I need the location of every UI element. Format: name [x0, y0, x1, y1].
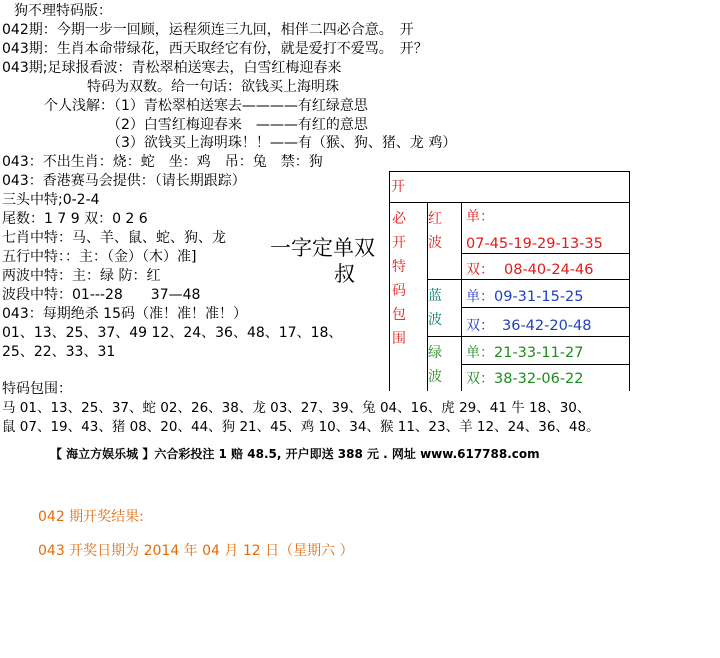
table-border	[461, 253, 630, 254]
table-border	[389, 171, 630, 172]
text-line: 马 01、13、25、37、蛇 02、26、38、龙 03、27、39、兔 04、16、虎 29、41 牛 18、30、	[2, 400, 591, 416]
green-wave-label: 绿波	[428, 345, 442, 385]
table-border	[427, 336, 630, 337]
table-border	[461, 307, 630, 308]
green-single-label: 单：	[466, 345, 494, 361]
table-border	[461, 202, 462, 391]
table-border	[389, 202, 630, 203]
text-line: 三头中特;0-2-4	[2, 192, 100, 208]
table-border	[427, 279, 630, 280]
red-double-label: 双：	[466, 262, 494, 278]
text-line: 五行中特：：主：（金）（木）准]	[2, 249, 197, 265]
doc-title: 狗不理特码版：	[14, 3, 112, 19]
table-border	[461, 364, 630, 365]
blue-double-nums: 36-42-20-48	[502, 318, 592, 334]
table-border	[629, 171, 630, 391]
text-line: 特码为双数。给一句话：欲钱买上海明珠	[87, 79, 339, 95]
table-header: 开	[391, 179, 405, 195]
special-code-table	[389, 171, 630, 391]
text-line: 两波中特：主：绿 防：红	[2, 268, 161, 284]
text-line: 043：香港赛马会提供：（请长期跟踪）	[2, 173, 246, 189]
blue-single-nums: 09-31-15-25	[494, 289, 584, 305]
center-title-2: 叔	[334, 262, 355, 286]
blue-double-label: 双：	[466, 318, 494, 334]
text-line: （3）欲钱买上海明珠！！——有（猴、狗、猪、龙 鸡）	[107, 135, 457, 151]
blue-single-label: 单：	[466, 289, 494, 305]
red-wave-label: 红波	[428, 211, 442, 251]
text-line: 25、22、33、31	[2, 344, 116, 360]
text-line: 042期：今期一步一回顾，运程须连三九回，相伴二四必合意。 开	[2, 22, 414, 38]
table-left-label: 必开特码包围	[392, 211, 406, 347]
red-single-label: 单：	[466, 209, 494, 225]
text-line: 尾数：1 7 9 双：0 2 6	[2, 211, 148, 227]
text-line: 043：不出生肖：烧：蛇 坐：鸡 吊：兔 禁：狗	[2, 154, 323, 170]
ad-banner: 【 海立方娱乐城 】六合彩投注 1 赔 48.5, 开户即送 388 元 . 网址 www.617788.com	[50, 447, 540, 461]
center-title: 一字定单双	[270, 236, 375, 260]
text-line: 个人浅解：（1）青松翠柏送寒去————有红绿意思	[44, 98, 368, 114]
text-line: 鼠 07、19、43、猪 08、20、44、狗 21、45、鸡 10、34、猴 11、23、羊 12、24、36、48。	[2, 419, 600, 435]
text-line: 七肖中特：马、羊、鼠、蛇、狗、龙	[2, 230, 226, 246]
green-double-nums: 38-32-06-22	[494, 371, 584, 387]
text-line: （2）白雪红梅迎春来 ———有红的意思	[107, 117, 368, 133]
red-single-nums: 07-45-19-29-13-35	[466, 236, 603, 252]
blue-wave-label: 蓝波	[428, 288, 442, 328]
green-double-label: 双：	[466, 371, 494, 387]
text-line: 043期;足球报看波：青松翠柏送寒去，白雪红梅迎春来	[2, 60, 342, 76]
draw-date: 043 开奖日期为 2014 年 04 月 12 日（星期六 ）	[38, 543, 354, 559]
green-single-nums: 21-33-11-27	[494, 345, 584, 361]
result-heading: 042 期开奖结果:	[38, 509, 144, 525]
text-line: 特码包围：	[2, 381, 72, 397]
text-line: 043期：生肖本命带绿花，西天取经它有份，就是爱打不爱骂。 开？	[2, 41, 428, 57]
table-border	[389, 171, 390, 391]
text-line: 043：每期绝杀 15码（准！准！准！）	[2, 306, 247, 322]
text-line: 波段中特：01---28 37—48	[2, 287, 201, 303]
red-double-nums: 08-40-24-46	[504, 262, 594, 278]
text-line: 01、13、25、37、49 12、24、36、48、17、18、	[2, 325, 343, 341]
